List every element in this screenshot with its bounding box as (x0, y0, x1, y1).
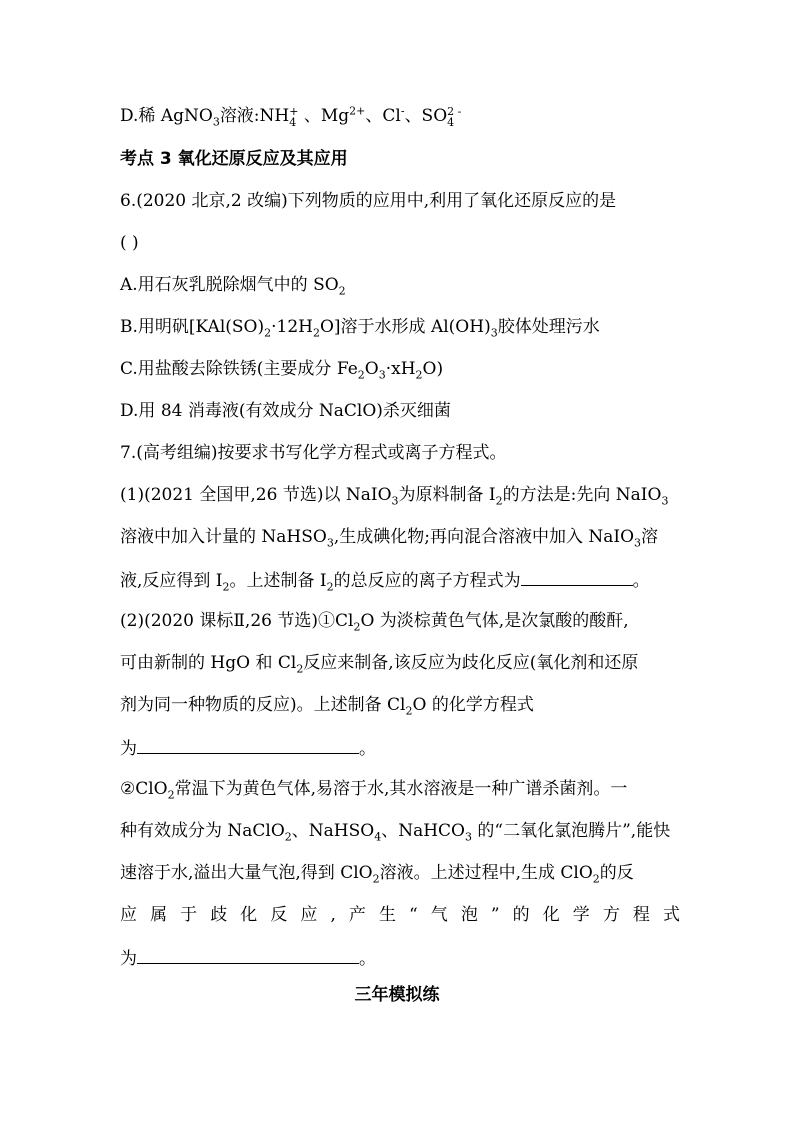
text: (2)(2020 课标Ⅱ,26 节选)①Cl (120, 611, 354, 631)
subscript: 3 (490, 326, 498, 340)
q6-option-d: D.用 84 消毒液(有效成分 NaClO)杀灭细菌 (120, 401, 451, 421)
text: 常温下为黄色气体,易溶于水,其水溶液是一种广谱杀菌剂。一 (174, 779, 628, 799)
text: 。 (359, 949, 376, 969)
q7-part2-line3 (120, 693, 680, 717)
text: ·xH (385, 359, 416, 379)
q7-part1-line2 (120, 525, 680, 549)
text: 。上述制备 I (229, 571, 327, 591)
subscript: 4 (289, 115, 297, 129)
superscript: 2+ (349, 104, 366, 118)
subscript: 2 (357, 368, 365, 382)
text: O]溶于水形成 Al(OH) (319, 317, 491, 337)
text: 溶 (641, 527, 659, 547)
q6-option-a (120, 273, 680, 297)
text: 、NaHSO (291, 821, 375, 841)
subscript: 2 (592, 872, 600, 886)
text: 为 (120, 949, 137, 969)
text: 溶液。上述过程中,生成 ClO (379, 863, 593, 883)
subscript: 2 (353, 620, 361, 634)
text: 、SO (404, 106, 448, 126)
text: ,生成碘化物;再向混合溶液中加入 NaIO (333, 527, 635, 547)
text: 剂为同一种物质的反应)。上述制备 Cl (120, 695, 406, 715)
q7-part3-line2 (120, 819, 680, 843)
q7-part2-line1 (120, 609, 680, 633)
text: ·12H (271, 317, 313, 337)
q7-part2-line4 (120, 735, 680, 761)
text: 。 (632, 571, 650, 591)
text: 、Cl (365, 106, 401, 126)
q7-part1-line1 (120, 483, 680, 507)
section-heading: 考点 3 氧化还原反应及其应用 (120, 149, 348, 169)
text: 速溶于水,溢出大量气泡,得到 ClO (120, 863, 373, 883)
text: 液,反应得到 I (120, 571, 223, 591)
subscript: 3 (326, 536, 334, 550)
text: 的反 (599, 863, 634, 883)
text: (1)(2021 全国甲,26 节选)以 NaIO (120, 485, 392, 505)
superscript: - (400, 104, 405, 118)
q6-answer-bracket: ( ) (120, 233, 139, 253)
q6-option-b (120, 315, 680, 339)
superscript: + (289, 104, 299, 118)
q7-part3-line5 (120, 945, 680, 971)
text: 胶体处理污水 (497, 317, 600, 337)
text: 。 (359, 739, 376, 759)
subscript: 3 (378, 368, 386, 382)
text: 反应来制备,该反应为歧化反应(氧化剂和还原 (303, 653, 639, 673)
answer-blank-2[interactable] (137, 735, 359, 754)
text: 、Mg (298, 106, 350, 126)
text: C.用盐酸去除铁锈(主要成分 Fe (120, 359, 358, 379)
superscript: 2 - (447, 104, 462, 118)
subscript: 4 (447, 115, 455, 129)
text: O (364, 359, 379, 379)
text: 溶液中加入计量的 NaHSO (120, 527, 327, 547)
text: 溶液:NH (219, 106, 290, 126)
subscript: 2 (405, 704, 413, 718)
text: O) (422, 359, 444, 379)
text: 的“二氧化氯泡腾片”,能快 (472, 821, 671, 841)
text: 可由新制的 HgO 和 Cl (120, 653, 297, 673)
subscript: 2 (264, 326, 272, 340)
subscript: 2 (338, 284, 346, 298)
q6-stem: 6.(2020 北京,2 改编)下列物质的应用中,利用了氧化还原反应的是 (120, 191, 617, 211)
subscript: 2 (495, 494, 503, 508)
text: B.用明矾[KAl(SO) (120, 317, 265, 337)
text: A.用石灰乳脱除烟气中的 SO (120, 275, 339, 295)
subscript: 3 (634, 536, 642, 550)
subscript: 3 (391, 494, 399, 508)
subscript: 2 (296, 662, 304, 676)
subscript: 3 (212, 115, 220, 129)
text: 为原料制备 I (398, 485, 496, 505)
subscript: 3 (465, 830, 472, 844)
text: 的方法是:先向 NaIO (502, 485, 662, 505)
text: 为 (120, 739, 137, 759)
q7-stem: 7.(高考组编)按要求书写化学方程式或离子方程式。 (120, 443, 507, 463)
subscript: 2 (415, 368, 423, 382)
q5-option-d (120, 104, 680, 128)
q7-part3-line4: 应属于歧化反应,产生“气泡”的化学方程式 (120, 905, 680, 925)
subscript: 2 (372, 872, 380, 886)
text: 种有效成分为 NaClO (120, 821, 285, 841)
text: D.稀 AgNO (120, 106, 213, 126)
subscript: 2 (326, 580, 334, 594)
subscript: 3 (661, 494, 669, 508)
q6-option-c (120, 357, 680, 381)
text: 、NaHCO (381, 821, 465, 841)
subscript: 2 (284, 830, 292, 844)
q7-part3-line3 (120, 861, 680, 885)
text: O 的化学方程式 (412, 695, 534, 715)
text: 的总反应的离子方程式为 (333, 571, 521, 591)
answer-blank-1[interactable] (521, 567, 633, 586)
subscript: 2 (222, 580, 230, 594)
subscript: 2 (167, 788, 175, 802)
text: ②ClO (120, 779, 168, 799)
text: O 为淡棕黄色气体,是次氯酸的酸酐, (360, 611, 629, 631)
subscript: 4 (374, 830, 382, 844)
q7-part3-line1 (120, 777, 680, 801)
so4-scripts (447, 106, 461, 128)
section-title-three-year-practice: 三年模拟练 (354, 985, 440, 1005)
subscript: 2 (312, 326, 320, 340)
q7-part1-line3 (120, 567, 680, 593)
answer-blank-3[interactable] (137, 945, 359, 964)
q7-part2-line2 (120, 651, 680, 675)
